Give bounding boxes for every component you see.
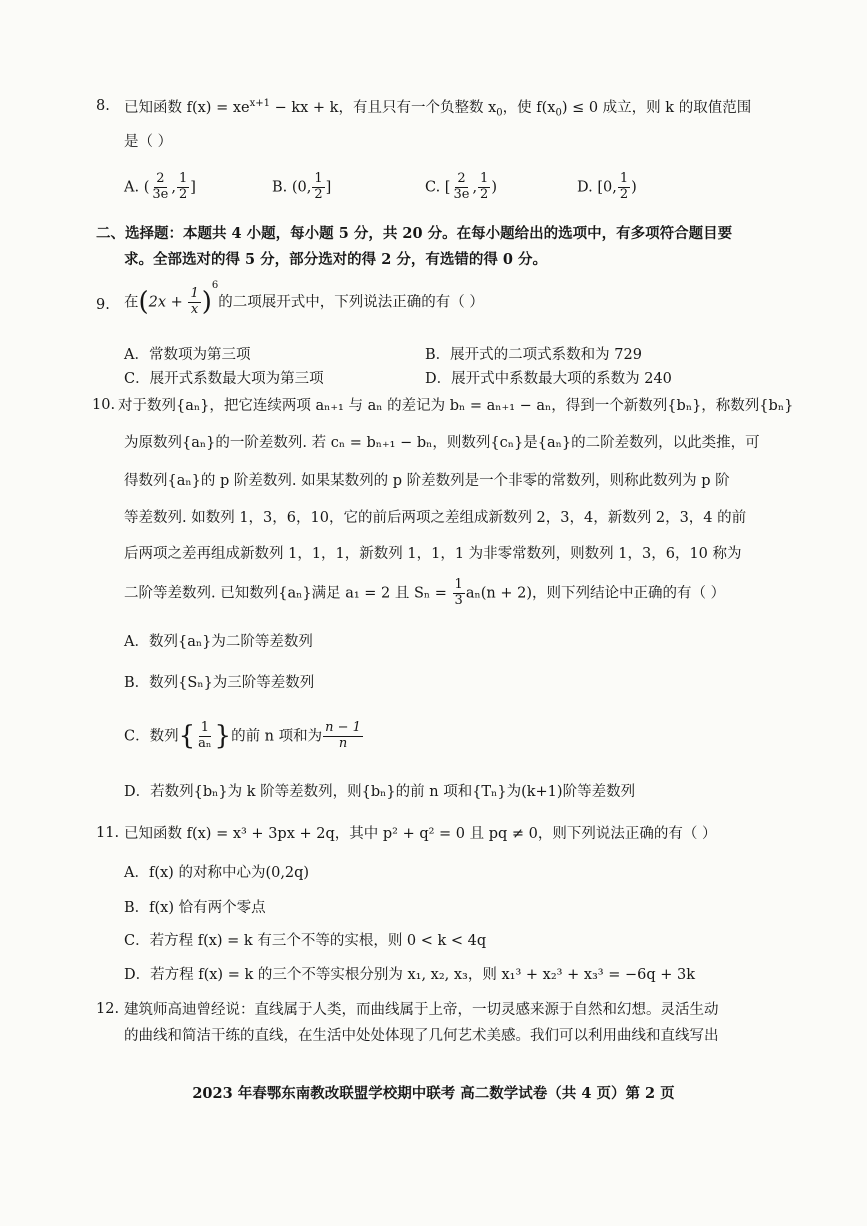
q8-option-d-frac [618, 172, 630, 203]
q10-line6-num: 1 [454, 577, 463, 592]
q8-option-a-comma: , [171, 179, 176, 196]
q8-option-b-frac [312, 172, 324, 203]
q9-number: 9. [96, 297, 110, 313]
q8-option-c-num2: 1 [480, 171, 489, 186]
q8-option-b-den: 2 [314, 186, 323, 202]
q10-line3: 得数列{aₙ}的 p 阶差数列. 如果某数列的 p 阶差数列是一个非零的常数列，则称此数列为 p 阶 [124, 473, 730, 489]
q9-paren-left: ( [138, 287, 149, 317]
q10-number: 10. [92, 397, 116, 413]
q10-option-c-den2: n [338, 735, 348, 751]
q8-option-a [124, 172, 196, 203]
q12-line2: 的曲线和简洁干练的直线，在生活中处处体现了几何艺术美感。我们可以利用曲线和直线写出 [124, 1028, 719, 1044]
q10-option-c-mid: 的前 n 项和为 [231, 728, 323, 745]
q9-option-c: C．展开式系数最大项为第三项 [124, 371, 324, 387]
q8-option-a-num2: 1 [178, 171, 188, 186]
q10-line6-a: 二阶等差数列. 已知数列{aₙ}满足 a₁ = 2 且 Sₙ = [124, 585, 452, 602]
q8-option-c-den1: 3e [453, 186, 470, 202]
q10-line1: 对于数列{aₙ}，把它连续两项 aₙ₊₁ 与 aₙ 的差记为 bₙ = aₙ₊₁ − aₙ，得到一个新数列{bₙ}，称数列{bₙ} [118, 398, 794, 414]
q9-exponent: 6 [211, 280, 219, 292]
q8-option-c-frac2 [478, 172, 490, 203]
q10-option-c-brace-left: { [178, 721, 196, 751]
q8-stem-exp: x+1 [249, 98, 270, 109]
q8-option-c-frac1 [451, 172, 471, 203]
q8-option-b-num: 1 [314, 171, 323, 186]
q10-option-c-num2: n − 1 [325, 719, 361, 735]
q8-option-b-close: ] [325, 179, 332, 196]
q8-stem-d: ) ≤ 0 成立，则 k 的取值范围 [561, 99, 752, 116]
q8-option-a-den1: 3e [152, 186, 169, 202]
q9-stem-pre: 在 [124, 294, 139, 311]
q8-stem-sub: 0 [496, 107, 503, 119]
q10-option-c [124, 720, 364, 753]
q10-line6-frac [453, 578, 465, 609]
q11-option-c: C．若方程 f(x) = k 有三个不等的实根，则 0 < k < 4q [124, 933, 487, 949]
q11-option-a: A．f(x) 的对称中心为(0,2q) [124, 865, 310, 881]
q10-line6-den: 3 [454, 592, 463, 608]
q8-stem-a: 已知函数 f(x) = xe [124, 99, 250, 116]
q8-option-c-den2: 2 [480, 186, 489, 202]
q8-option-b-pre: (0, [291, 179, 312, 196]
q10-option-b: B．数列{Sₙ}为三阶等差数列 [124, 675, 315, 691]
q8-stem [124, 98, 751, 120]
q8-option-d-num: 1 [619, 171, 629, 186]
q11-option-b: B．f(x) 恰有两个零点 [124, 900, 266, 916]
q8-option-a-frac1 [150, 172, 170, 203]
q9-expr: 2x + [148, 294, 188, 311]
section2-heading-line1: 二、选择题：本题共 4 小题，每小题 5 分，共 20 分。在每小题给出的选项中，有多项符合题目要 [96, 225, 733, 242]
q10-option-c-pre: C．数列 [124, 728, 179, 745]
q10-line2: 为原数列{aₙ}的一阶差数列. 若 cₙ = bₙ₊₁ − bₙ，则数列{cₙ}是{aₙ}的二阶差数列，以此类推，可 [124, 435, 760, 451]
q8-option-a-frac2 [177, 172, 189, 203]
q8-stem-sub-2: 0 [555, 107, 562, 119]
q10-line6-b: aₙ(n + 2)，则下列结论中正确的有（ ） [465, 585, 726, 602]
q9-stem [124, 280, 484, 319]
q8-option-a-label: A. [124, 179, 140, 196]
q10-option-c-num1: 1 [200, 719, 209, 735]
q11-option-d: D．若方程 f(x) = k 的三个不等实根分别为 x₁, x₂, x₃，则 x₁³ + x₂³ + x₃³ = −6q + 3k [124, 967, 696, 983]
q9-option-b: B．展开式的二项式系数和为 729 [425, 347, 642, 363]
q11-number: 11. [96, 825, 120, 841]
q8-stem-b: − kx + k，有且只有一个负整数 x [269, 99, 497, 116]
q10-line5: 后两项之差再组成新数列 1，1，1，新数列 1，1，1 为非零常数列，则数列 1，3，6，10 称为 [124, 546, 742, 562]
q8-option-b-label: B. [272, 179, 288, 196]
q8-option-a-open: ( [143, 179, 150, 196]
q8-option-c-comma: , [472, 179, 478, 196]
q12-number: 12. [96, 1001, 120, 1017]
q9-stem-post: 的二项展开式中，下列说法正确的有（ ） [218, 294, 484, 311]
q10-option-c-den1: aₙ [198, 735, 212, 751]
q8-option-d-pre: [0, [597, 179, 617, 196]
q10-option-a: A．数列{aₙ}为二阶等差数列 [124, 634, 313, 650]
q9-paren-right: ) [201, 287, 212, 317]
q9-frac-den: x [190, 301, 199, 317]
q8-stem-c: ，使 f(x [502, 99, 556, 116]
q8-option-a-den2: 2 [178, 186, 188, 202]
q8-option-d-den: 2 [619, 186, 629, 202]
q10-line6 [124, 578, 725, 609]
q8-option-c-close: ) [491, 179, 497, 196]
q8-option-c [425, 172, 497, 203]
q9-frac [188, 287, 200, 318]
q8-option-d-label: D. [577, 179, 593, 196]
q9-frac-num: 1 [190, 285, 199, 301]
q8-option-d [577, 172, 637, 203]
q12-line1: 建筑师高迪曾经说：直线属于人类，而曲线属于上帝，一切灵感来源于自然和幻想。灵活生动 [124, 1002, 719, 1018]
q11-stem: 已知函数 f(x) = x³ + 3px + 2q，其中 p² + q² = 0 且 pq ≠ 0，则下列说法正确的有（ ） [124, 826, 717, 842]
page-footer: 2023 年春鄂东南教改联盟学校期中联考 高二数学试卷（共 4 页）第 2 页 [192, 1085, 675, 1102]
q8-option-a-close: ] [190, 179, 196, 196]
q8-option-c-label: C. [425, 179, 441, 196]
q10-line4: 等差数列. 如数列 1，3，6，10，它的前后两项之差组成新数列 2，3，4，新数列 2，3，4 的前 [124, 510, 747, 526]
q10-option-c-frac2 [323, 721, 363, 752]
section2-heading-line2: 求。全部选对的得 5 分，部分选对的得 2 分，有选错的得 0 分。 [124, 251, 548, 268]
q10-option-d: D．若数列{bₙ}为 k 阶等差数列，则{bₙ}的前 n 项和{Tₙ}为(k+1)阶等差数列 [124, 784, 636, 800]
q9-option-d: D．展开式中系数最大项的系数为 240 [425, 371, 672, 387]
q10-option-c-brace-right: } [214, 721, 232, 751]
q8-option-d-close: ) [631, 179, 637, 196]
q10-option-c-frac1 [196, 721, 213, 752]
q8-option-b [272, 172, 331, 203]
q8-option-c-open: [ [444, 179, 451, 196]
q8-number: 8. [96, 98, 110, 114]
q8-option-a-num1: 2 [156, 171, 165, 186]
q9-option-a: A．常数项为第三项 [124, 347, 251, 363]
q8-option-c-num1: 2 [457, 171, 466, 186]
q8-stem-line2: 是（ ） [124, 134, 173, 150]
